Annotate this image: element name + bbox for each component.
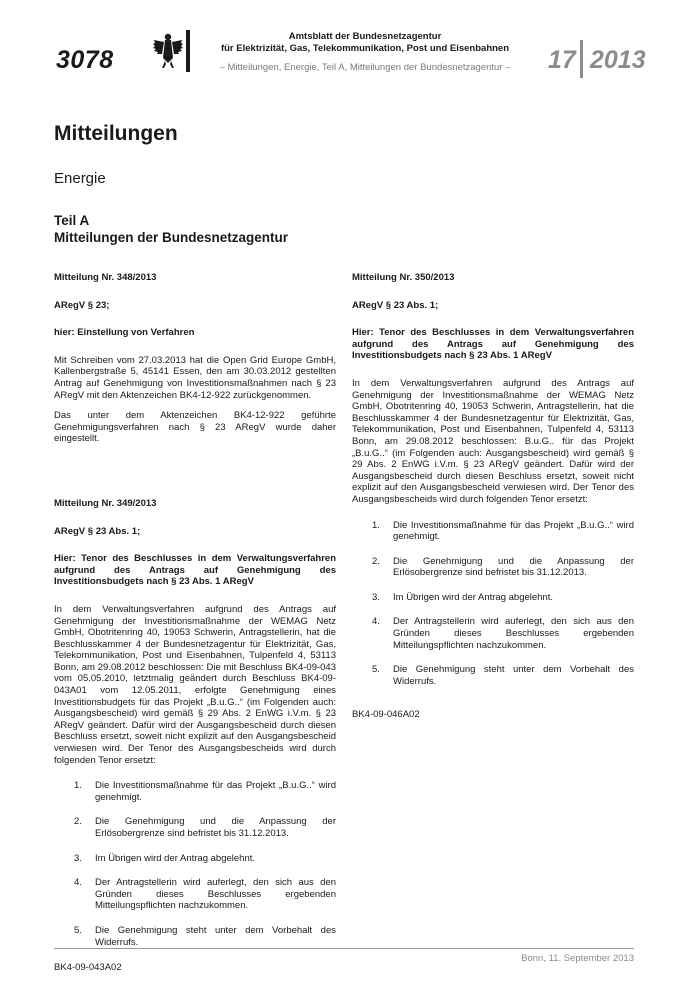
journal-title-line1: Amtsblatt der Bundesnetzagentur — [288, 31, 442, 42]
section-title: Mitteilungen — [54, 122, 178, 145]
file-reference: BK4-09-043A02 — [54, 962, 122, 974]
notice-body: In dem Verwaltungsverfahren aufgrund des Antrags auf Genehmigung der Investitionsmaßnahme der WEMAG Netz GmbH, Obotritenring 40, 19053 Schwerin, Antragstellerin, hat die Beschlusskammer 4 der Bundesnetzagentur für Elektrizität, Gas, Telekommunikation, Post und Eisenbahnen, Tulpenfeld 4, 53113 Bonn, am 29.08.2012 beschlossen: B.u.G.. für das Projekt „B.u.G..“ (im Folgenden auch: Ausgangsbescheid) wird gemäß § 29 Abs. 2 EnWG i.V.m. § 23 ARegV geändert. Dafür wird der Ausgangsbescheid durch diesen Beschluss ersetzt, soweit nicht explizit auf den Ausgangsbescheid verwiesen wird. Der Tenor des Ausgangsbescheids wird durch folgenden Tenor ersetzt: — [352, 377, 634, 505]
page-number: 3078 — [56, 46, 114, 74]
tenor-item — [352, 616, 634, 651]
section-subtitle: Energie — [54, 170, 106, 187]
tenor-text: Die Investitionsmaßnahme für das Projekt „B.u.G..“ wird genehmigt. — [393, 519, 634, 543]
journal-header — [195, 31, 535, 74]
tenor-text: Die Genehmigung steht unter dem Vorbehalt des Widerrufs. — [393, 664, 634, 687]
notice-348 — [54, 272, 336, 445]
tenor-item — [54, 925, 336, 948]
tenor-number: 5. — [372, 664, 380, 676]
notice-reference: ARegV § 23 Abs. 1; — [352, 299, 439, 311]
footer-rule — [54, 948, 634, 949]
spacer — [54, 454, 336, 498]
issue-divider — [580, 40, 583, 78]
emblem-bar — [186, 30, 190, 72]
tenor-text: Die Genehmigung steht unter dem Vorbehalt des Widerrufs. — [95, 924, 336, 948]
tenor-text: Die Genehmigung und die Anpassung der Erlösobergrenze sind befristet bis 31.12.2013. — [95, 816, 336, 839]
tenor-number: 2. — [74, 816, 82, 828]
tenor-item — [352, 592, 634, 604]
notice-subject: Hier: Tenor des Beschlusses in dem Verwaltungsverfahren aufgrund des Antrags auf Genehmigung des Investitionsbudgets nach § 23 Abs. 1 ARegV — [352, 327, 634, 362]
tenor-number: 4. — [74, 877, 82, 889]
tenor-item — [54, 816, 336, 839]
tenor-item — [54, 780, 336, 803]
journal-title-line2: für Elektrizität, Gas, Telekommunikation, Post und Eisenbahnen — [220, 43, 510, 54]
notice-reference: ARegV § 23; — [54, 299, 110, 311]
tenor-number: 2. — [372, 555, 380, 567]
tenor-item — [54, 877, 336, 912]
tenor-item — [352, 520, 634, 543]
notice-title: Mitteilung Nr. 350/2013 — [352, 272, 455, 283]
tenor-text: Die Genehmigung und die Anpassung der Erlösobergrenze sind befristet bis 31.12.2013. — [393, 555, 634, 579]
tenor-list — [54, 780, 336, 948]
tenor-number: 5. — [74, 924, 82, 936]
tenor-number: 4. — [372, 616, 380, 628]
tenor-number: 3. — [372, 591, 380, 603]
tenor-item — [352, 556, 634, 579]
file-reference: BK4-09-046A02 — [352, 709, 420, 721]
notice-paragraph: Mit Schreiben vom 27.03.2013 hat die Open Grid Europe GmbH, Kallenbergstraße 5, 45141 Essen, den am 30.03.2012 gestellten Antrag auf Genehmigung von Investitionsmaßnahmen nach § 23 ARegV mit den Aktenzeichen BK4-12-922 zurückgenommen. — [54, 354, 336, 401]
tenor-list — [352, 520, 634, 688]
left-column — [54, 272, 336, 983]
tenor-text: Die Investitionsmaßnahme für das Projekt „B.u.G..“ wird genehmigt. — [95, 780, 336, 803]
notice-title: Mitteilung Nr. 348/2013 — [54, 272, 157, 283]
footer-date: Bonn, 11. September 2013 — [521, 953, 634, 964]
part-title: Mitteilungen der Bundesnetzagentur — [54, 230, 289, 245]
journal-subtitle: – Mitteilungen, Energie, Teil A, Mitteilungen der Bundesnetzagentur – — [219, 62, 511, 73]
tenor-number: 1. — [74, 780, 82, 792]
tenor-item — [352, 664, 634, 687]
notice-body: In dem Verwaltungsverfahren aufgrund des Antrags auf Genehmigung der Investitionsmaßnahme der WEMAG Netz GmbH, Obotritenring 40, 19053 Schwerin, Antragstellerin, hat die Beschlusskammer 4 der Bundesnetzagentur für Elektrizität, Gas, Telekommunikation, Post und Eisenbahnen, Tulpenfeld 4, 53113 Bonn, am 29.08.2012 beschlossen: Die mit Beschluss BK4-09-043 vom 05.05.2010, letztmalig geändert durch Beschluss BK4-09-043A01 vom 12.05.2011, erfolgte Genehmigung eines Investitionsbudgets für das Projekt „B.u.G..“ (im Folgenden auch: Ausgangsbescheid) wird gemäß § 29 Abs. 2 EnWG i.V.m. § 23 ARegV geändert. Dafür wird der Ausgangsbescheid durch diesen Beschluss ersetzt, soweit nicht explizit auf den Ausgangsbescheid verwiesen wird. Der Tenor des Ausgangsbescheids wird durch folgenden Tenor ersetzt: — [54, 603, 336, 766]
tenor-text: Der Antragstellerin wird auferlegt, den sich aus den Gründen dieses Beschlusses ergebenden Mitteilungspflichten nachzukommen. — [95, 877, 336, 912]
right-column — [352, 272, 634, 731]
tenor-item — [54, 853, 336, 865]
tenor-text: Der Antragstellerin wird auferlegt, den sich aus den Gründen dieses Beschlusses ergebenden Mitteilungspflichten nachzukommen. — [393, 616, 634, 651]
notice-subject: Hier: Tenor des Beschlusses in dem Verwaltungsverfahren aufgrund des Antrags auf Genehmigung des Investitionsbudgets nach § 23 Abs. 1 ARegV — [54, 553, 336, 588]
notice-subject: hier: Einstellung von Verfahren — [54, 327, 195, 339]
tenor-text: Im Übrigen wird der Antrag abgelehnt. — [95, 852, 256, 864]
notice-350 — [352, 272, 634, 721]
notice-paragraph: Das unter dem Aktenzeichen BK4-12-922 geführte Genehmigungsverfahren nach § 23 ARegV wurde daher eingestellt. — [54, 410, 336, 445]
federal-eagle-icon — [152, 30, 184, 72]
part-label: Teil A — [54, 213, 90, 228]
tenor-number: 1. — [372, 519, 380, 531]
notice-349 — [54, 498, 336, 974]
tenor-text: Im Übrigen wird der Antrag abgelehnt. — [393, 591, 554, 603]
issue-year: 2013 — [590, 46, 646, 74]
notice-reference: ARegV § 23 Abs. 1; — [54, 525, 141, 537]
issue-number: 17 — [548, 46, 576, 74]
tenor-number: 3. — [74, 852, 82, 864]
notice-title: Mitteilung Nr. 349/2013 — [54, 497, 157, 509]
